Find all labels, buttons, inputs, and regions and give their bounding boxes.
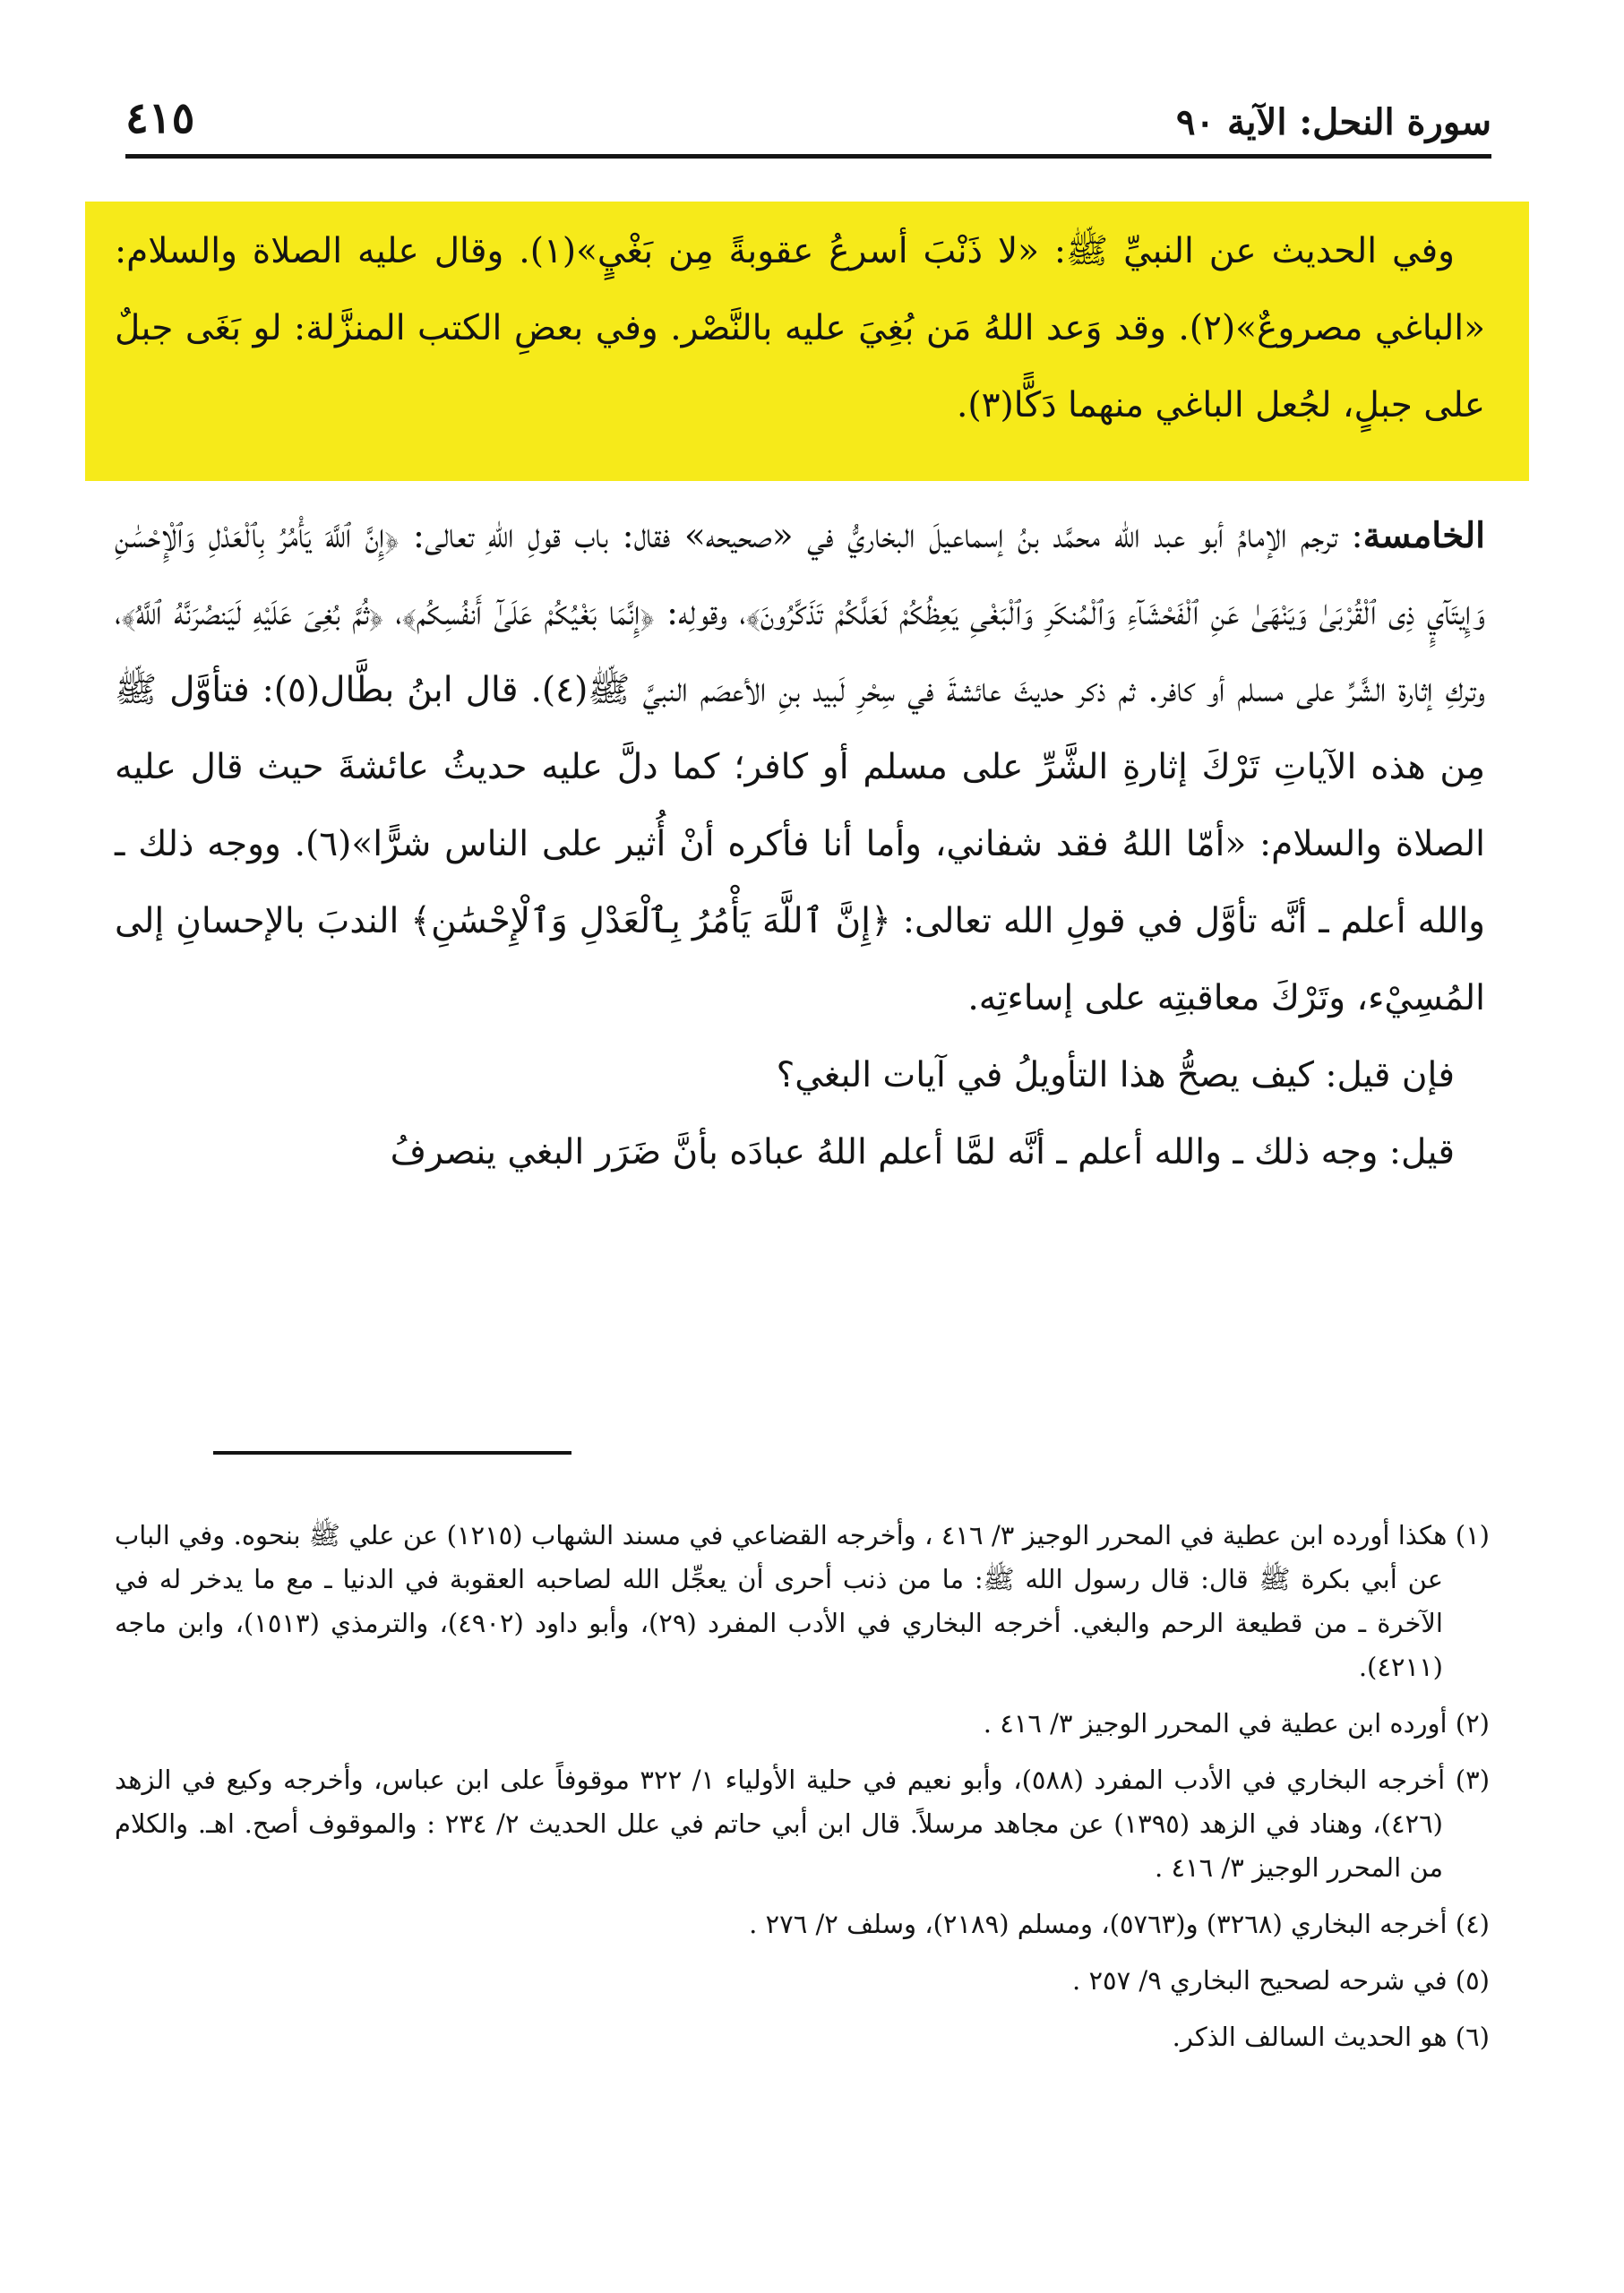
footnote-separator — [213, 1451, 571, 1455]
footnotes — [115, 1514, 1490, 2072]
page-header — [125, 90, 1491, 143]
header-rule — [125, 154, 1491, 159]
surah-title: سورة النحل: الآية ٩٠ — [1176, 101, 1491, 143]
footnote-4: (٤) أخرجه البخاري (٣٢٦٨) و(٥٧٦٣)، ومسلم (٢١٨٩)، وسلف ٢/ ٢٧٦ . — [749, 1909, 1490, 1939]
paragraph-fifth-text: : ترجم الإمامُ أبو عبد الله محمَّد بنُ إسماعيلَ البخاريُّ في «صحيحه» فقال: باب قولِ اللهِ تعالى: ﴿إِنَّ ٱللَّهَ يَأْمُرُ بِٱلْعَدْلِ وَٱلْإِحْسَٰنِ وَإِيتَآيِٕ ذِى ٱلْقُرْبَىٰ وَيَنْهَىٰ عَنِ ٱلْفَحْشَآءِ وَٱلْمُنكَرِ وَٱلْبَغْىِ يَعِظُكُمْ لَعَلَّكُمْ تَذَكَّرُونَ﴾، وقولِه: ﴿إِنَّمَا بَغْيُكُمْ عَلَىٰٓ أَنفُسِكُم﴾، ﴿ثُمَّ بُغِىَ عَلَيْهِ لَيَنصُرَنَّهُ ٱللَّهُ﴾، وتركِ إثارة الشَّرِّ على مسلم أو كافر. ثم ذكر حديثَ عائشةَ في سِحْرِ لَبيد بنِ الأعصَم النبيَّ ﷺ(٤). قال ابنُ بطَّال(٥): فتأوَّل ﷺ مِن هذه الآياتِ تَرْكَ إثارةِ الشَّرِّ على مسلم أو كافر؛ كما دلَّ عليه حديثُ عائشةَ حيث قال عليه الصلاة والسلام: «أمّا اللهُ فقد شفاني، وأما أنا فأكره أنْ أُثير على الناس شرًّا»(٦). ووجه ذلك ـ والله أعلم ـ أنَّه تأوَّل في قولِ الله تعالى: ﴿إِنَّ ٱللَّهَ يَأْمُرُ بِٱلْعَدْلِ وَٱلْإِحْسَٰنِ﴾ الندبَ بالإحسانِ إلى المُسِيْء، وتَرْكَ معاقبتِه على إساءتِه. — [115, 516, 1485, 1018]
footnote-2: (٢) أورده ابن عطية في المحرر الوجيز ٣/ ٤١٦ . — [983, 1708, 1490, 1739]
paragraph-answer: قيل: وجه ذلك ـ والله أعلم ـ أنَّه لمَّا أعلم اللهُ عبادَه بأنَّ ضَرَر البغي ينصرفُ — [390, 1132, 1455, 1172]
footnote-5: (٥) في شرحه لصحيح البخاري ٩/ ٢٥٧ . — [1072, 1965, 1490, 1996]
paragraph-question: فإن قيل: كيف يصحُّ هذا التأويلُ في آيات البغي؟ — [776, 1055, 1455, 1095]
highlighted-text: وفي الحديث عن النبيِّ ﷺ: «لا ذَنْبَ أسرعُ عقوبةً مِن بَغْيٍ»(١). وقال عليه الصلاة والسلام: «الباغي مصروعٌ»(٢). وقد وَعد اللهُ مَن بُغِيَ عليه بالنَّصْر. وفي بعضِ الكتب المنزَّلة: لو بَغَى جبلٌ على جبلٍ، لجُعل الباغي منهما دَكًّا(٣). — [115, 231, 1485, 425]
footnote-3: (٣) أخرجه البخاري في الأدب المفرد (٥٨٨)، وأبو نعيم في حلية الأولياء ١/ ٣٢٢ موقوفاً على ابن عباس، وأخرجه وكيع في الزهد (٤٢٦)، وهناد في الزهد (١٣٩٥) عن مجاهد مرسلاً. قال ابن أبي حاتم في علل الحديث ٢/ ٢٣٤ : والموقوف أصح. اهـ. والكلام من المحرر الوجيز ٣/ ٤١٦ . — [115, 1765, 1491, 1883]
main-body — [115, 497, 1485, 1191]
page-number: ٤١٥ — [125, 93, 195, 143]
paragraph-fifth — [115, 497, 1485, 1037]
section-label: الخامسة — [1362, 515, 1485, 556]
footnote-6: (٦) هو الحديث السالف الذكر. — [1172, 2022, 1490, 2052]
footnote-1: (١) هكذا أورده ابن عطية في المحرر الوجيز ٣/ ٤١٦ ، وأخرجه القضاعي في مسند الشهاب (١٢١٥) عن علي ﷺ بنحوه. وفي الباب عن أبي بكرة ﷺ قال: قال رسول الله ﷺ: ما من ذنب أحرى أن يعجِّل الله لصاحبه العقوبة في الدنيا ـ مع ما يدخر له في الآخرة ـ من قطيعة الرحم والبغي. أخرجه البخاري في الأدب المفرد (٢٩)، وأبو داود (٤٩٠٢)، والترمذي (١٥١٣)، وابن ماجه (٤٢١١). — [115, 1520, 1490, 1682]
highlighted-paragraph — [115, 213, 1485, 444]
